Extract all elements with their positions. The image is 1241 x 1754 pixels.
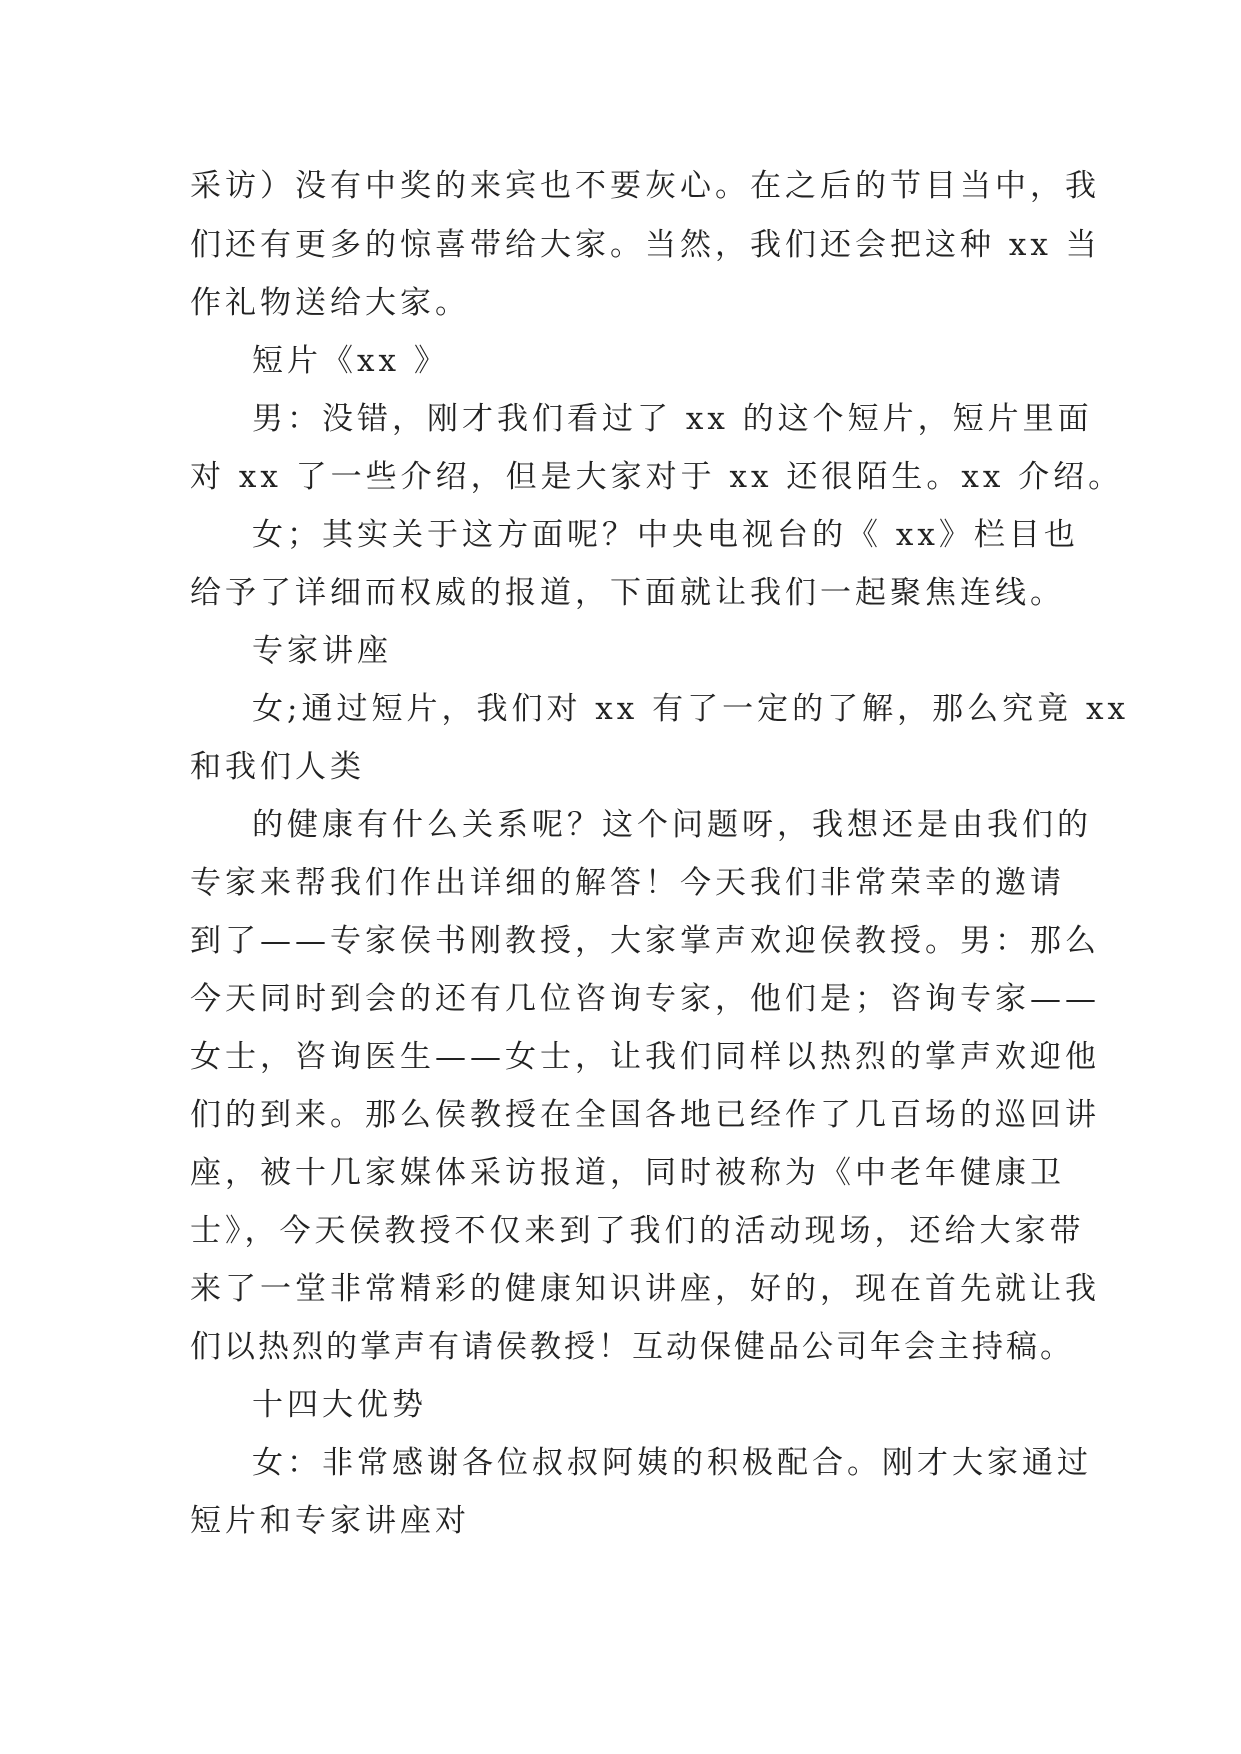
body-line: 们还有更多的惊喜带给大家。当然，我们还会把这种 xx 当: [190, 227, 1101, 263]
body-line: 座，被十几家媒体采访报道，同时被称为《中老年健康卫: [190, 1155, 1065, 1191]
body-line: 士》，今天侯教授不仅来到了我们的活动现场，还给大家带: [190, 1213, 1085, 1249]
body-line: 女士，咨询医生——女士，让我们同样以热烈的掌声欢迎他: [190, 1039, 1100, 1075]
body-line: 采访）没有中奖的来宾也不要灰心。在之后的节目当中，我: [190, 168, 1100, 204]
body-line: 女：非常感谢各位叔叔阿姨的积极配合。刚才大家通过: [252, 1445, 1092, 1481]
body-line: 和我们人类: [190, 749, 365, 785]
body-line: 作礼物送给大家。: [190, 285, 470, 321]
section-heading: 十四大优势: [252, 1387, 427, 1423]
body-line: 对 xx 了一些介绍，但是大家对于 xx 还很陌生。xx 介绍。: [190, 459, 1124, 495]
body-line: 专家来帮我们作出详细的解答！今天我们非常荣幸的邀请: [190, 865, 1065, 901]
section-heading: 短片《xx 》: [252, 343, 449, 379]
body-line: 到了——专家侯书刚教授，大家掌声欢迎侯教授。男：那么: [190, 923, 1100, 959]
body-line: 的健康有什么关系呢？这个问题呀，我想还是由我们的: [252, 807, 1092, 843]
body-line: 们的到来。那么侯教授在全国各地已经作了几百场的巡回讲: [190, 1097, 1100, 1133]
body-line: 男：没错，刚才我们看过了 xx 的这个短片，短片里面: [252, 401, 1093, 437]
body-line: 女;通过短片，我们对 xx 有了一定的了解，那么究竟 xx: [252, 691, 1129, 727]
body-line: 今天同时到会的还有几位咨询专家，他们是；咨询专家——: [190, 981, 1100, 1017]
body-line: 来了一堂非常精彩的健康知识讲座，好的，现在首先就让我: [190, 1271, 1100, 1307]
section-heading: 专家讲座: [252, 633, 392, 669]
body-line: 们以热烈的掌声有请侯教授！互动保健品公司年会主持稿。: [190, 1329, 1074, 1365]
body-line: 给予了详细而权威的报道，下面就让我们一起聚焦连线。: [190, 575, 1065, 611]
body-line: 短片和专家讲座对: [190, 1503, 470, 1539]
body-line: 女；其实关于这方面呢？中央电视台的《 xx》栏目也: [252, 517, 1079, 553]
